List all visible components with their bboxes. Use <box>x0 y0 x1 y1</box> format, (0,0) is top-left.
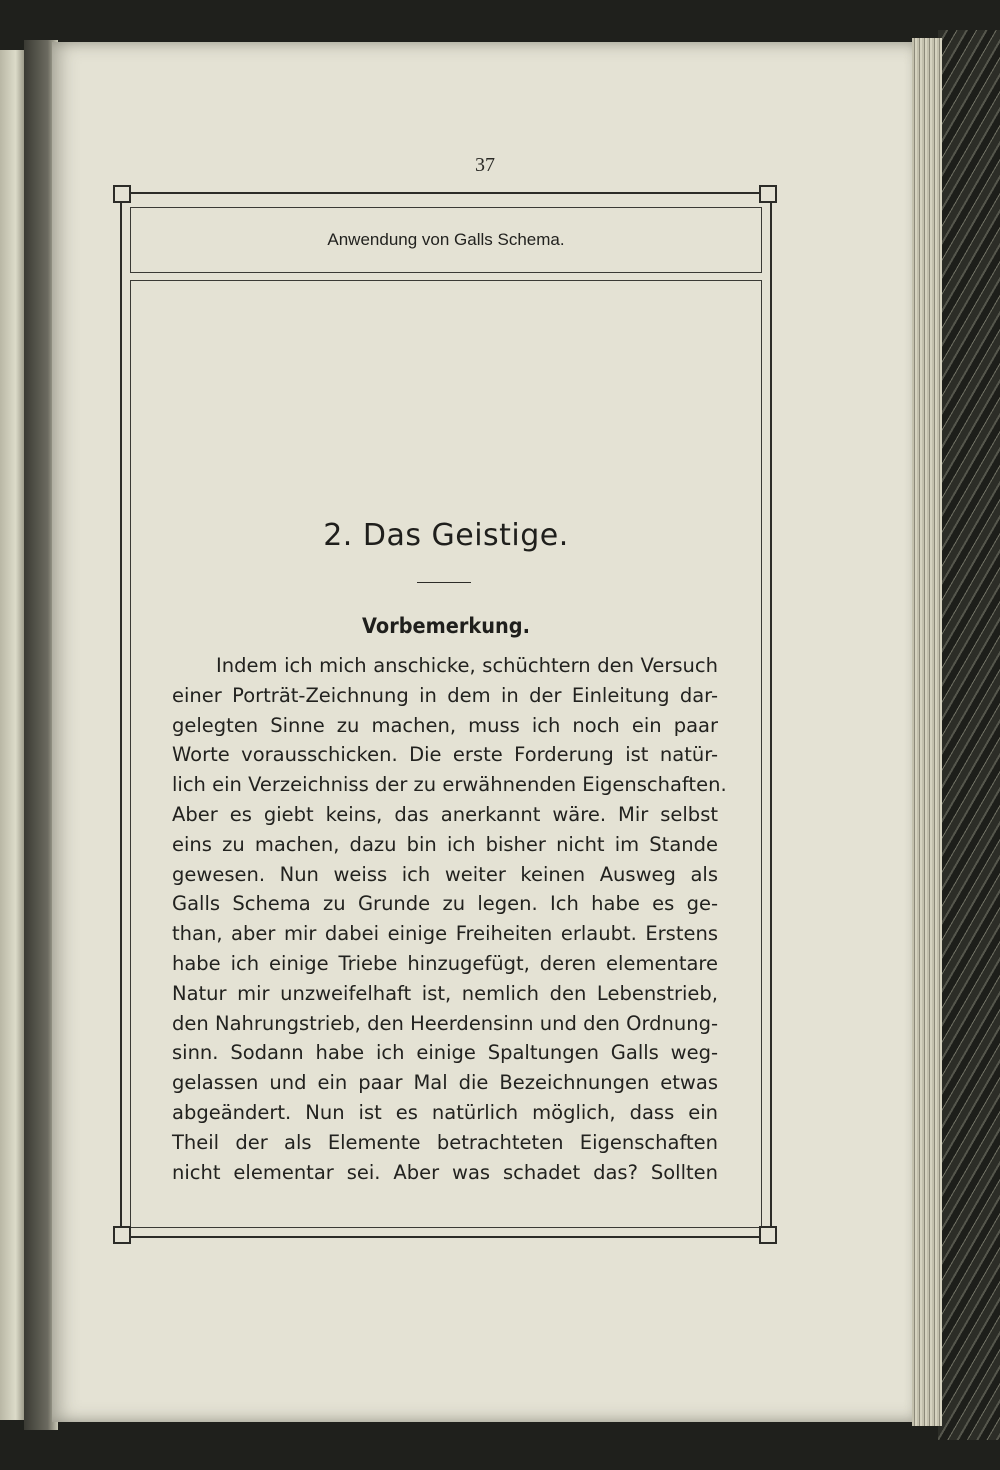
left-page-edge <box>0 50 26 1420</box>
section-subheading: Vorbemerkung. <box>362 614 530 638</box>
text-line: than, aber mir dabei einige Freiheiten erlaubt. Erstens <box>172 922 718 946</box>
text-line: gewesen. Nun weiss ich weiter keinen Ausweg als <box>172 862 718 886</box>
page-stack-edge <box>912 38 942 1426</box>
frame-corner-top-left <box>113 185 131 203</box>
title-rule <box>417 582 471 583</box>
text-line: sinn. Sodann habe ich einige Spaltungen Galls weg- <box>172 1041 718 1065</box>
book-page <box>52 42 918 1422</box>
text-line: habe ich einige Triebe hinzugefügt, deren elementare <box>172 951 718 975</box>
text-line: nicht elementar sei. Aber was schadet das? Sollten <box>172 1160 718 1184</box>
page-number: 37 <box>475 154 495 176</box>
text-line: Natur mir unzweifelhaft ist, nemlich den Lebenstrieb, <box>172 981 718 1005</box>
frame-corner-bottom-left <box>113 1226 131 1244</box>
running-head: Anwendung von Galls Schema. <box>327 230 565 249</box>
text-line: Theil der als Elemente betrachteten Eigenschaften <box>172 1130 718 1154</box>
text-line: eins zu machen, dazu bin ich bisher nicht im Stande <box>172 832 718 856</box>
text-line: Indem ich mich anschicke, schüchtern den Versuch <box>216 654 718 677</box>
text-line: Aber es giebt keins, das anerkannt wäre. Mir selbst <box>172 802 718 826</box>
frame-corner-top-right <box>759 185 777 203</box>
body-paragraph <box>172 651 727 1187</box>
text-line: den Nahrungstrieb, den Heerdensinn und den Ordnung- <box>172 1011 718 1035</box>
text-line: abgeändert. Nun ist es natürlich möglich, dass ein <box>172 1100 718 1124</box>
text-line: Worte vorausschicken. Die erste Forderung ist natür- <box>172 743 718 767</box>
text-line: gelegten Sinne zu machen, muss ich noch ein paar <box>172 713 718 737</box>
text-line: lich ein Verzeichniss der zu erwähnenden Eigenschaften. <box>172 773 727 797</box>
text-line: einer Porträt-Zeichnung in dem in der Einleitung dar- <box>172 683 718 707</box>
chapter-title: 2. Das Geistige. <box>323 518 569 553</box>
text-line: gelassen und ein paar Mal die Bezeichnungen etwas <box>172 1071 718 1095</box>
book-binding <box>938 30 1000 1440</box>
text-line: Galls Schema zu Grunde zu legen. Ich habe es ge- <box>172 892 718 916</box>
frame-corner-bottom-right <box>759 1226 777 1244</box>
